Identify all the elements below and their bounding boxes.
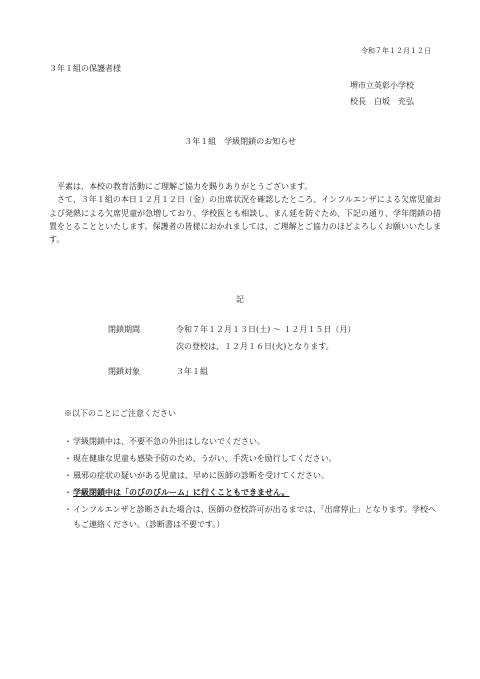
list-item	[64, 487, 444, 498]
list-item	[64, 436, 444, 447]
principal-name: 校長 白坂 充弘	[350, 97, 414, 106]
notice-item-text: インフルエンザと診断された場合は、医師の登校許可が出るまでは、「出席停止」となります。学校へもご連絡ください。（診断書は不要です。）	[73, 505, 437, 529]
body-text	[49, 180, 441, 246]
ki-heading: 記	[236, 295, 244, 304]
greeting-paragraph: 平素は、本校の教育活動にご理解ご協力を賜りありがとうございます。	[57, 182, 313, 191]
bullet: ・	[64, 471, 72, 480]
target-value: ３年１組	[176, 367, 208, 376]
target-label: 閉鎖対象	[108, 367, 140, 376]
announcement-paragraph: さて、３年１組の本日１２月１２日（金）の出席状況を確認したところ、インフルエンザによる欠席児童および発熱による欠席児童が急増しており、学校医とも相談し、まん延を防ぐため、下記の通り、学年閉鎖の措置をとることといたします。保護者の皆様におかれましては、ご理解とご協力のほどよろしくお願いいたします。	[49, 195, 441, 245]
list-item	[64, 504, 444, 532]
bullet: ・	[64, 437, 72, 446]
bullet: ・	[64, 505, 72, 514]
period-label: 閉鎖期間	[108, 325, 140, 334]
notice-item-text: 風邪の症状の疑いがある児童は、早めに医師の診断を受けてください。	[73, 471, 329, 480]
bullet: ・	[64, 454, 72, 463]
bullet: ・	[64, 488, 72, 497]
period-value: 令和７年１２月１３日(土) ～ １２月１５日（月）	[176, 325, 356, 334]
notice-list	[64, 436, 444, 532]
issue-date: 令和７年１２月１２日	[361, 47, 431, 55]
list-item	[64, 453, 444, 464]
recipient: ３年１組の保護者様	[49, 64, 121, 73]
next-school-day: 次の登校は、１２月１６日(火)となります。	[176, 342, 334, 351]
notice-item-text: 学級閉鎖中は、不要不急の外出はしないでください。	[73, 437, 265, 446]
page-title: ３年１組 学級閉鎖のお知らせ	[184, 137, 296, 146]
school-name: 堺市立英彰小学校	[350, 81, 414, 90]
notice-item-text: 現在健康な児童も感染予防のため、うがい、手洗いを励行してください。	[73, 454, 337, 463]
notice-item-text-emphasized: 学級閉鎖中は「のびのびルーム」に行くこともできません。	[73, 487, 290, 497]
list-item	[64, 470, 444, 481]
notice-heading: ※以下のことにご注意ください	[64, 409, 176, 418]
